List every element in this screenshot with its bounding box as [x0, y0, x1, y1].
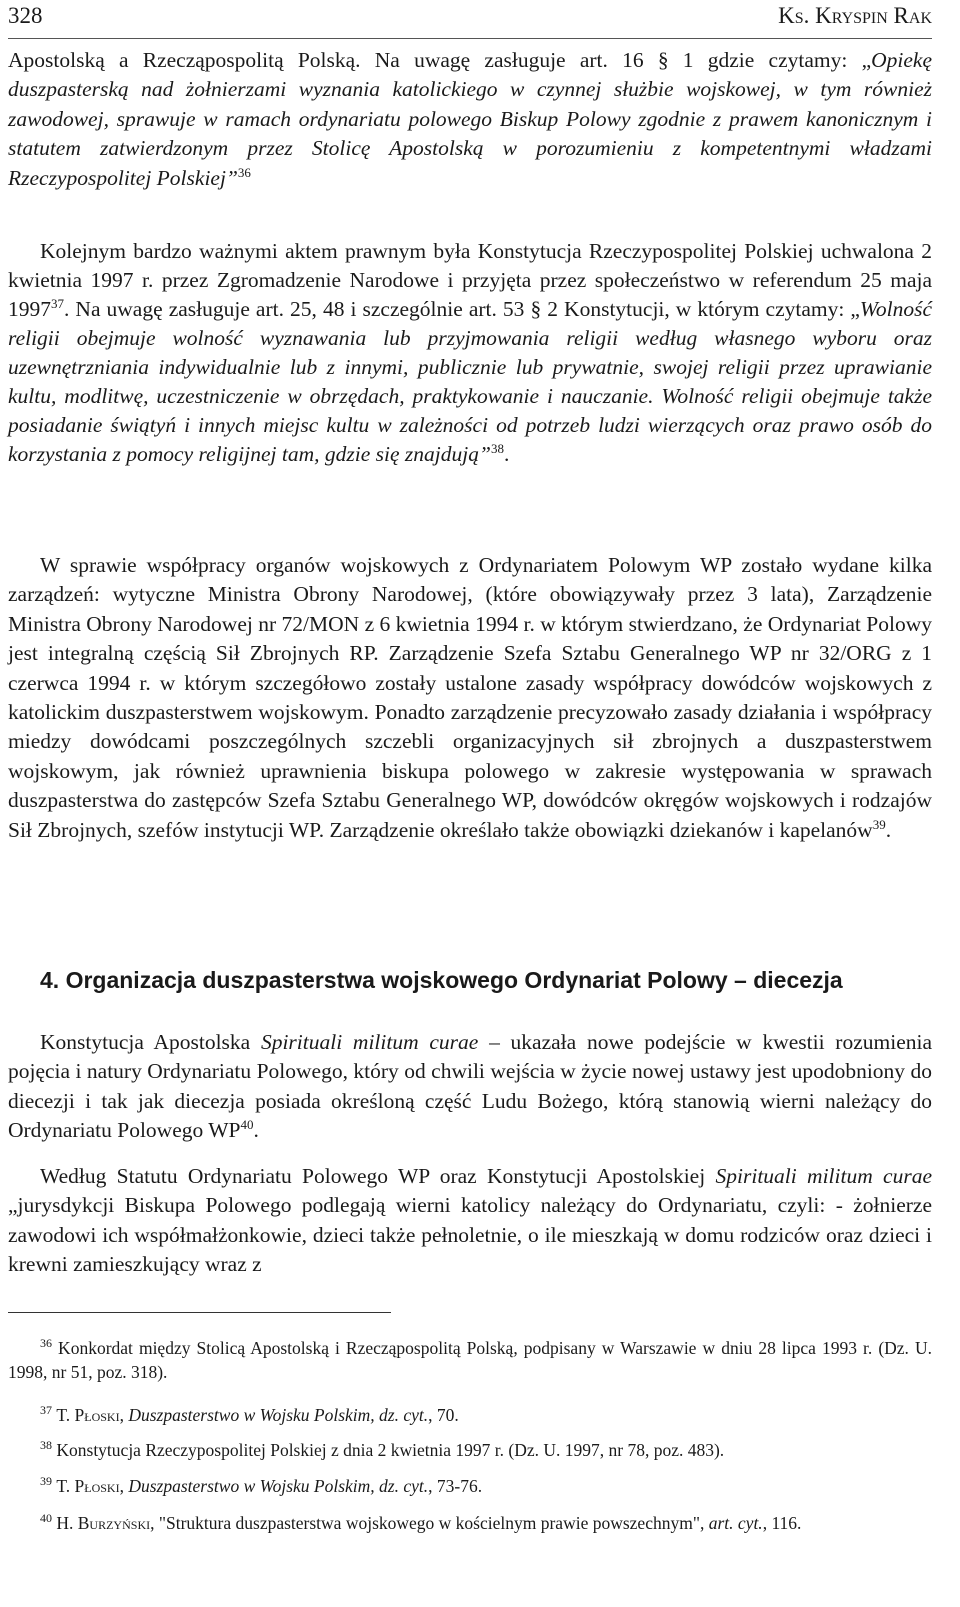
footnote-number: 40 [40, 1511, 52, 1525]
paragraph-1-text: Apostolską a Rzecząpospolitą Polską. Na uwagę zasługuje art. 16 § 1 gdzie czytamy: „ [8, 48, 872, 72]
paragraph-2-text: Kolejnym bardzo ważnymi aktem prawnym była Konstytucja Rzeczypospolitej Polskiej uchwalona 2 kwietnia 1997 r. przez Zgromadzenie Narodowe i przyjęta przez społeczeństwo w referendum 25 maja 1997 [8, 239, 932, 321]
paragraph-2-quote: Wolność religii obejmuje wolność wyznawania lub przyjmowania religii według własnego wyboru oraz uzewnętrzniania indywidualnie lub z innymi, publicznie lub prywatnie, swojej religii przez uprawianie kultu, modlitwę, uczestniczenie w obrzędach, praktykowanie i nauczanie. Wolność religii obejmuje także posiadanie świątyń i innych miejsc kultu w zależności od potrzeb ludzi wierzących oraz prawo osób do korzystania z pomocy religijnej tam, gdzie się znajdują [8, 297, 932, 466]
paragraph-4-italic: Spirituali militum curae [260, 1030, 479, 1054]
paragraph-4-text: Konstytucja Apostolska [40, 1030, 261, 1054]
footnote-end: , 73-76. [428, 1476, 483, 1496]
footnote-italic: art. cyt. [708, 1513, 763, 1533]
footnote-ref-37[interactable]: 37 [51, 296, 64, 311]
footnote-text: Konstytucja Rzeczypospolitej Polskiej z dnia 2 kwietnia 1997 r. (Dz. U. 1997, nr 78, poz. 483). [52, 1440, 725, 1460]
page-number: 328 [8, 3, 43, 28]
footnote-number: 38 [40, 1438, 52, 1452]
running-head [778, 3, 932, 29]
paragraph-3-text: W sprawie współpracy organów wojskowych z Ordynariatem Polowym WP zostało wydane kilka zarządzeń: wytyczne Ministra Obrony Narodowej, (które obowiązywały przez 3 lata), Zarządzenie Ministra Obrony Narodowej nr 72/MON z 6 kwietnia 1994 r. w którym stwierdzano, że Ordynariat Polowy jest integralną częścią Sił Zbrojnych RP. Zarządzenie Szefa Sztabu Generalnego WP nr 32/ORG z 1 czerwca 1994 r. w którym szczegółowo zostały ustalone zasady współpracy dowódców wojskowych z katolickim duszpasterstwem wojskowym. Ponadto zarządzenie precyzowało zasady działania i współpracy miedzy dowódcami poszczególnych szczebli organizacyjnych sił zbrojnych a duszpasterstwem wojskowym, jak również uprawnienia biskupa polowego w zakresie występowania w sprawach duszpasterstwa do zastępców Szefa Sztabu Generalnego WP, dowódców okręgów wojskowych i rodzajów Sił Zbrojnych, szefów instytucji WP. Zarządzenie określało także obowiązki dziekanów i kapelanów [8, 553, 932, 842]
paragraph-4-text-b: – ukazała nowe podejście w kwestii rozumienia pojęcia i natury Ordynariatu Polowego, który od chwili wejścia w życie nowej ustawy jest upodobniony do diecezji i tak jak diecezja posiada określoną część Ludu Bożego, którą stanowią wierni należący do Ordynariatu Polowego WP [8, 1030, 933, 1143]
paragraph-4 [8, 1028, 932, 1146]
paragraph-3 [8, 551, 932, 845]
footnote-number: 37 [40, 1403, 52, 1417]
paragraph-5-italic: Spirituali militum curae [715, 1164, 932, 1188]
footnote-end: , 70. [428, 1405, 459, 1425]
paragraph-5-text-b: „jurysdykcji Biskupa Polowego podlegają wierni katolicy należący do Ordynariatu, czyli: - żołnierze zawodowi ich współmałżonkowie, dzieci także pełnoletnie, o ile mieszkają w domu rodziców oraz dzieci i krewni zamieszkujący wraz z [8, 1193, 932, 1277]
paragraph-5 [8, 1162, 932, 1280]
paragraph-3-end: . [885, 817, 892, 842]
footnote-37 [8, 1403, 932, 1427]
footnote-separator-text: , [119, 1476, 129, 1496]
document-page [8, 0, 933, 1533]
footnote-number: 39 [40, 1474, 52, 1488]
footnote-39 [8, 1474, 932, 1498]
quote-close: ” [478, 442, 491, 466]
footnote-40 [8, 1511, 932, 1535]
footnote-end: , 116. [762, 1513, 802, 1533]
footnote-author: T. Płoski [56, 1476, 120, 1496]
footnote-ref-36[interactable]: 36 [237, 164, 251, 180]
footnote-title: Duszpasterstwo w Wojsku Polskim, dz. cyt. [128, 1476, 429, 1496]
paragraph-2 [8, 237, 932, 469]
footnote-ref-40[interactable]: 40 [240, 1117, 254, 1133]
footnote-separator [8, 1312, 391, 1313]
running-head-initial: K [778, 3, 795, 28]
footnote-38 [8, 1438, 932, 1462]
footnote-text: Konkordat między Stolicą Apostolską i Rzecząpospolitą Polską, podpisany w Warszawie w dniu 28 lipca 1993 r. (Dz. U. 1998, nr 51, poz. 318). [8, 1338, 932, 1382]
running-head-author: s. Kryspin Rak [794, 3, 932, 28]
paragraph-1 [8, 46, 932, 193]
footnote-text: , "Struktura duszpasterstwa wojskowego w kościelnym prawie powszechnym", [150, 1513, 709, 1533]
paragraph-5-text: Według Statutu Ordynariatu Polowego WP oraz Konstytucji Apostolskiej [40, 1164, 716, 1188]
footnote-author: H. Burzyński [56, 1513, 151, 1533]
footnote-title: Duszpasterstwo w Wojsku Polskim, dz. cyt. [128, 1405, 429, 1425]
footnote-ref-39[interactable]: 39 [872, 816, 886, 832]
footnote-number: 36 [40, 1336, 52, 1350]
paragraph-2-text-b: . Na uwagę zasługuje art. 25, 48 i szczególnie art. 53 § 2 Konstytucji, w którym czytamy: „ [64, 297, 860, 321]
section-heading: 4. Organizacja duszpasterstwa wojskowego Ordynariat Polowy – diecezja [40, 967, 843, 993]
footnote-ref-38[interactable]: 38 [490, 441, 504, 456]
paragraph-2-end: . [503, 442, 510, 466]
paragraph-1-quote: Opiekę duszpasterską nad żołnierzami wyznania katolickiego w czynnej służbie wojskowej, w tym również zawodowej, sprawuje w ramach ordynariatu polowego Biskup Polowy zgodnie z prawem kanonicznym i statutem zatwierdzonym przez Stolicę Apostolską w porozumieniu z kompetentnymi władzami Rzeczypospolitej Polskiej [8, 48, 932, 190]
quote-close: ” [225, 165, 238, 190]
paragraph-4-end: . [253, 1118, 259, 1143]
page-header [8, 0, 932, 39]
footnote-author: T. Płoski [56, 1405, 120, 1425]
footnote-36 [8, 1336, 932, 1384]
footnote-separator-text: , [119, 1405, 129, 1425]
